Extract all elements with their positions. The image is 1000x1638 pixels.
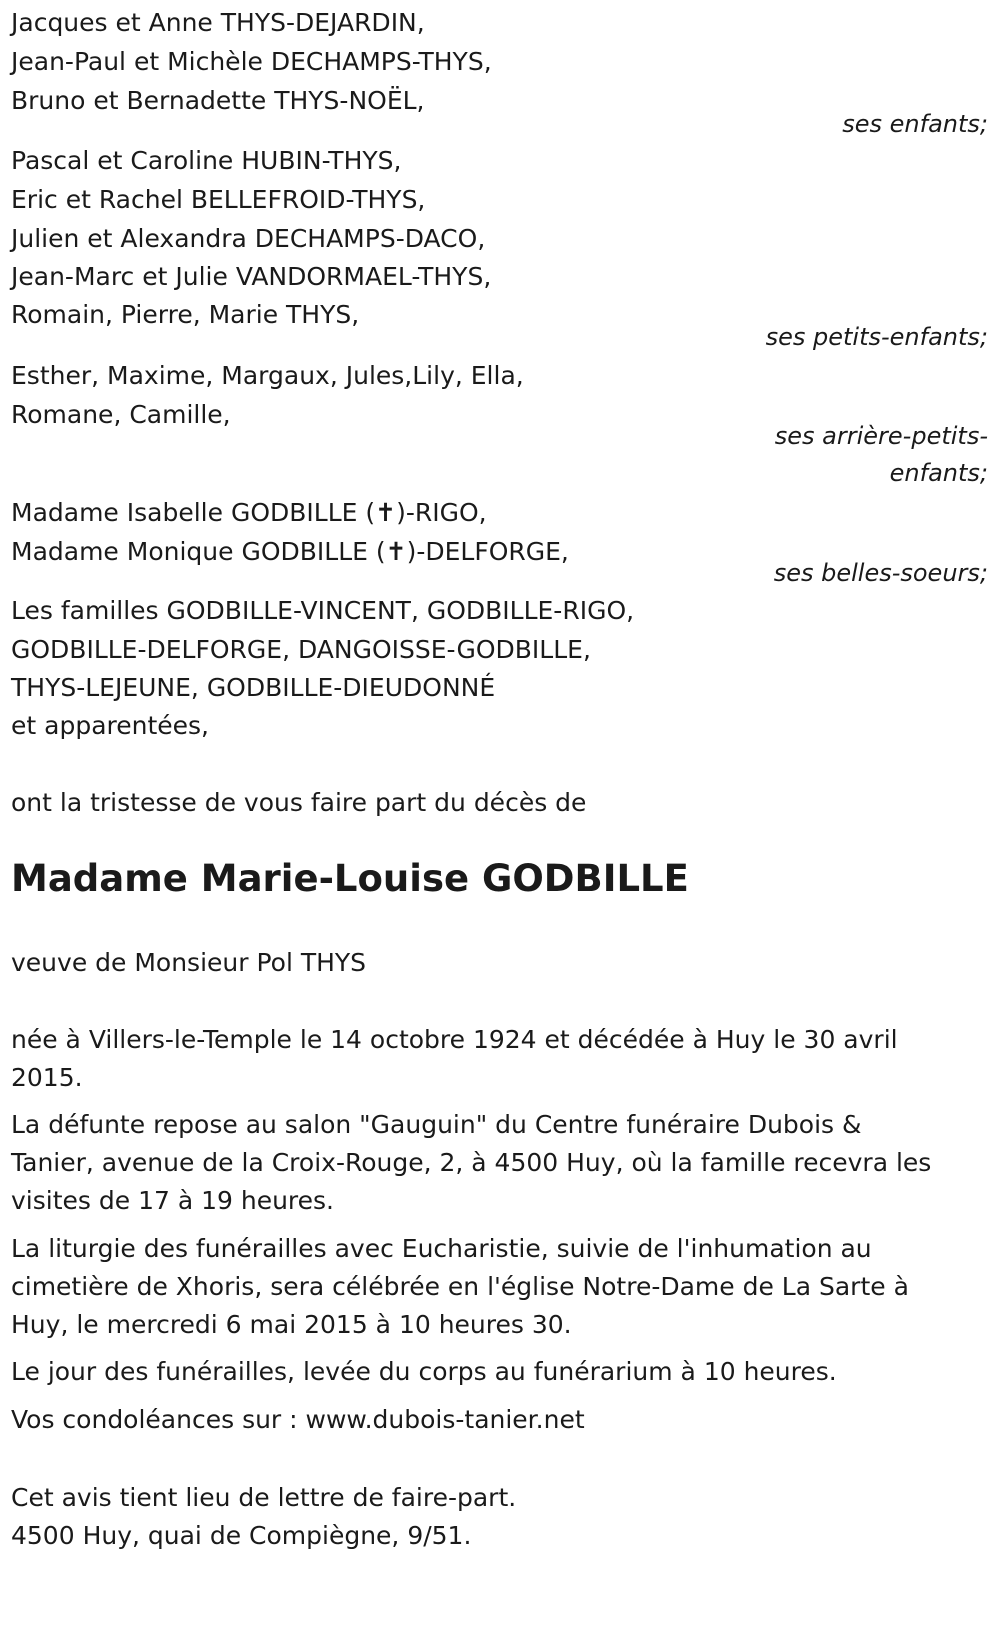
- viewing-line: Tanier, avenue de la Croix-Rouge, 2, à 4500 Huy, où la famille recevra les: [11, 1148, 932, 1177]
- great-grandchildren-role: ses arrière-petits-: [774, 422, 988, 450]
- widow-of-text: veuve de Monsieur Pol THYS: [11, 948, 367, 977]
- birth-death-line: 2015.: [11, 1063, 83, 1092]
- families-line: Les familles GODBILLE-VINCENT, GODBILLE-RIGO,: [11, 596, 635, 625]
- grandchildren-role: ses petits-enfants;: [765, 323, 988, 351]
- announcement-text: ont la tristesse de vous faire part du décès de: [11, 788, 587, 817]
- viewing-line: visites de 17 à 19 heures.: [11, 1186, 334, 1215]
- birth-death-line: née à Villers-le-Temple le 14 octobre 1924 et décédée à Huy le 30 avril: [11, 1025, 898, 1054]
- deceased-name: Madame Marie-Louise GODBILLE: [11, 857, 689, 900]
- sisters-in-law-role: ses belles-soeurs;: [773, 559, 988, 587]
- closing-line: 4500 Huy, quai de Compiègne, 9/51.: [11, 1521, 472, 1550]
- families-line: et apparentées,: [11, 711, 209, 740]
- great-grandchildren-line: Romane, Camille,: [11, 400, 231, 429]
- grandchildren-line: Jean-Marc et Julie VANDORMAEL-THYS,: [11, 262, 492, 291]
- great-grandchildren-role: enfants;: [889, 459, 988, 487]
- grandchildren-line: Romain, Pierre, Marie THYS,: [11, 300, 360, 329]
- liturgy-line: La liturgie des funérailles avec Eucharistie, suivie de l'inhumation au: [11, 1234, 872, 1263]
- families-line: GODBILLE-DELFORGE, DANGOISSE-GODBILLE,: [11, 635, 591, 664]
- children-line: Jacques et Anne THYS-DEJARDIN,: [11, 8, 425, 37]
- funeral-day-text: Le jour des funérailles, levée du corps au funérarium à 10 heures.: [11, 1357, 837, 1386]
- grandchildren-line: Pascal et Caroline HUBIN-THYS,: [11, 146, 402, 175]
- grandchildren-line: Julien et Alexandra DECHAMPS-DACO,: [11, 224, 486, 253]
- children-line: Jean-Paul et Michèle DECHAMPS-THYS,: [11, 47, 492, 76]
- liturgy-line: cimetière de Xhoris, sera célébrée en l'église Notre-Dame de La Sarte à: [11, 1272, 909, 1301]
- children-role: ses enfants;: [842, 110, 988, 138]
- viewing-line: La défunte repose au salon "Gauguin" du Centre funéraire Dubois &: [11, 1110, 862, 1139]
- great-grandchildren-line: Esther, Maxime, Margaux, Jules,Lily, Ella,: [11, 361, 524, 390]
- sister-in-law-line: Madame Isabelle GODBILLE (✝)-RIGO,: [11, 498, 487, 527]
- liturgy-line: Huy, le mercredi 6 mai 2015 à 10 heures 30.: [11, 1310, 572, 1339]
- condolences-text: Vos condoléances sur : www.dubois-tanier.net: [11, 1405, 585, 1434]
- closing-line: Cet avis tient lieu de lettre de faire-part.: [11, 1483, 517, 1512]
- grandchildren-line: Eric et Rachel BELLEFROID-THYS,: [11, 185, 426, 214]
- families-line: THYS-LEJEUNE, GODBILLE-DIEUDONNÉ: [11, 673, 496, 702]
- children-line: Bruno et Bernadette THYS-NOËL,: [11, 86, 425, 115]
- sister-in-law-line: Madame Monique GODBILLE (✝)-DELFORGE,: [11, 537, 569, 566]
